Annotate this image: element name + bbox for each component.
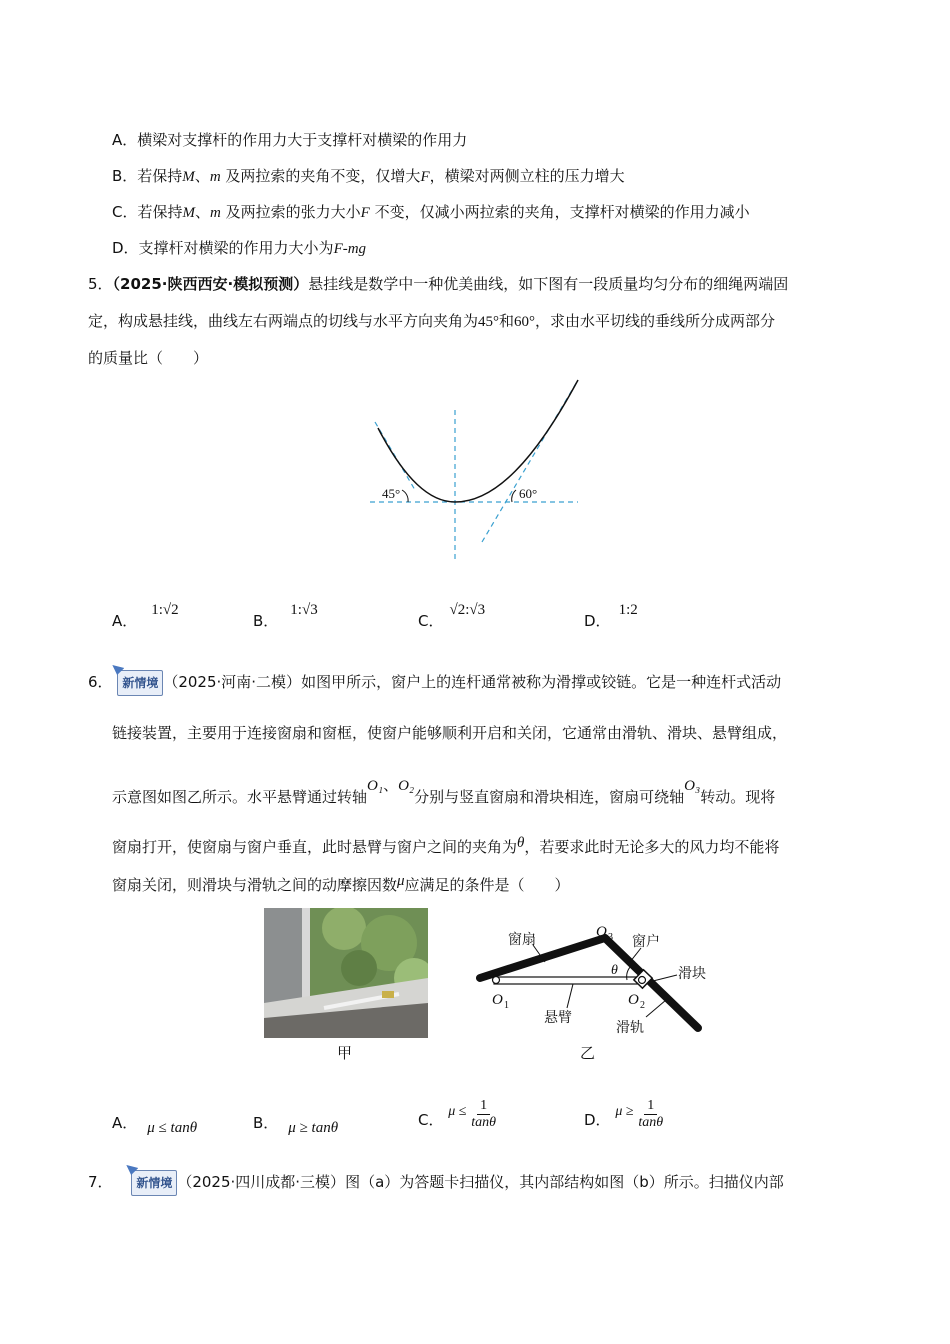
new-context-badge	[117, 670, 163, 696]
q4-option-a	[112, 129, 467, 151]
q6-option-c-mu: μ ≤	[448, 1104, 467, 1119]
q5-option-d	[584, 598, 638, 630]
sash-label: 窗扇	[508, 932, 536, 948]
q6-text-5a: 窗扇关闭，则滑块与滑轨之间的动摩擦因数	[112, 876, 398, 894]
rail-label: 滑轨	[616, 1020, 644, 1036]
q5-angle-1: 45°	[478, 314, 500, 330]
catenary-figure	[360, 350, 590, 565]
q7-line-1	[88, 1170, 784, 1196]
window-linkage-diagram	[470, 920, 720, 1060]
arm-label: 悬臂	[544, 1010, 572, 1026]
q4-option-b-F: F	[420, 169, 430, 185]
window-photo	[264, 908, 428, 1038]
q6-line-2	[112, 722, 787, 744]
q6-option-c-label: C．	[418, 1111, 444, 1129]
q5-option-c-label: C．	[418, 612, 444, 630]
q6-o1: O₁	[367, 778, 384, 794]
q6-source: （2025·河南·二模）	[163, 673, 302, 691]
arm-bar	[494, 977, 642, 984]
left-angle-label: 45°	[382, 486, 401, 501]
q5-option-c-value: √2:√3	[449, 602, 486, 618]
q6-option-a-value: μ ≤ tanθ	[147, 1120, 198, 1136]
q5-option-b	[253, 598, 318, 630]
q6-option-a	[112, 1112, 198, 1136]
q5-angle-2: 60°	[514, 314, 536, 330]
q6-o3: O₃	[684, 778, 701, 794]
slider-label: 滑块	[678, 966, 706, 982]
q6-option-d-label: D．	[584, 1111, 611, 1129]
q4-option-c-mid: 及两拉索的张力大小	[220, 203, 361, 221]
q7-new-context-badge-label: 新情境	[136, 1176, 173, 1190]
q4-option-c-m: m	[210, 205, 221, 221]
q6-text-5b: 应满足的条件是（ ）	[404, 876, 570, 894]
q6-text-1: 如图甲所示，窗户上的连杆通常被称为滑撑或铰链。它是一种连杆式活动	[301, 673, 782, 691]
window-leader	[630, 948, 641, 962]
q4-option-c	[112, 201, 750, 224]
q5-text-1: 悬挂线是数学中一种优美曲线，如下图有一段质量均匀分布的细绳两端固	[308, 275, 789, 293]
q4-option-a-text: A．横梁对支撑杆的作用力大于支撑杆对横梁的作用力	[112, 131, 468, 149]
catenary-curve	[378, 380, 578, 502]
pivot-o1	[493, 977, 500, 984]
q5-text-3: 的质量比（ ）	[88, 349, 209, 367]
q6-option-b-value: μ ≥ tanθ	[288, 1120, 339, 1136]
o2-subscript: 2	[640, 1000, 645, 1011]
right-angle-label: 60°	[519, 486, 538, 501]
q5-option-a-value: 1:√2	[151, 602, 179, 618]
q6-text-2: 链接装置，主要用于连接窗扇和窗框，使窗户能够顺利开启和关闭，它通常由滑轨、滑块、悬臂组成，	[112, 724, 788, 742]
q6-option-c-numerator: 1	[477, 1098, 490, 1115]
q4-option-b-sep: 、	[194, 167, 210, 185]
q6-mu: μ	[397, 873, 405, 889]
q7-text-1: 图（a）为答题卡扫描仪，其内部结构如图（b）所示。扫描仪内部	[345, 1173, 784, 1191]
q6-theta: θ	[517, 835, 525, 851]
o3-label: O	[596, 924, 607, 940]
q6-option-d-numerator: 1	[644, 1098, 657, 1115]
pivot-o2	[639, 977, 646, 984]
q5-text-2a: 定，构成悬挂线，曲线左右两端点的切线与水平方向夹角为	[88, 312, 479, 330]
left-angle-arc	[402, 490, 408, 502]
q6-option-c-fraction	[471, 1098, 496, 1131]
q5-line-2	[88, 310, 775, 333]
q4-option-c-prefix: C．若保持	[112, 203, 183, 221]
o3-subscript: 3	[608, 932, 613, 943]
q5-text-2b: 和	[499, 312, 515, 330]
q6-text-4a: 窗扇打开，使窗扇与窗户垂直，此时悬臂与窗户之间的夹角为	[112, 838, 518, 856]
q6-option-c-denominator: tanθ	[471, 1115, 497, 1130]
q4-option-b-m: m	[209, 169, 221, 185]
q4-option-b-M: M	[182, 169, 195, 185]
q6-text-3a: 示意图如图乙所示。水平悬臂通过转轴	[112, 788, 368, 806]
q6-option-b-label: B．	[253, 1114, 279, 1132]
q7-flag-icon	[126, 1165, 138, 1175]
q6-text-4b: ，若要求此时无论多大的风力均不能将	[524, 838, 780, 856]
slider-leader	[653, 975, 677, 981]
q6-option-b	[253, 1112, 339, 1136]
q6-text-3c: 转动。现将	[700, 788, 776, 806]
o2-label: O	[628, 992, 639, 1008]
q4-option-b	[112, 165, 625, 188]
q5-option-a-label: A．	[112, 612, 138, 630]
window-photo-image	[264, 908, 428, 1038]
diagram-caption: 乙	[580, 1044, 596, 1062]
q6-number: 6．	[88, 673, 113, 691]
q6-text-3b: 分别与竖直窗扇和滑块相连，窗扇可绕轴	[414, 788, 685, 806]
q5-option-b-value: 1:√3	[290, 602, 318, 618]
q7-number: 7．	[88, 1173, 113, 1191]
q5-option-b-label: B．	[253, 612, 279, 630]
q4-option-d-expr: F-mg	[333, 241, 367, 257]
q5-text-2c: ，求由水平切线的垂线所分成两部分	[535, 312, 776, 330]
q5-number: 5．	[88, 275, 113, 293]
q4-option-b-suffix: ，横梁对两侧立柱的压力增大	[429, 167, 625, 185]
q5-option-d-value: 1:2	[618, 602, 638, 618]
rail-leader	[646, 1000, 666, 1017]
q6-option-a-label: A．	[112, 1114, 138, 1132]
q4-option-d-prefix: D．支撑杆对横梁的作用力大小为	[112, 239, 334, 257]
q4-option-c-suffix: 不变，仅减小两拉索的夹角，支撑杆对横梁的作用力减小	[369, 203, 750, 221]
q5-line-3	[88, 347, 208, 369]
q4-option-c-sep: 、	[194, 203, 210, 221]
theta-label: θ	[611, 963, 618, 978]
q4-option-d	[112, 237, 366, 260]
q6-option-d-mu: μ ≥	[615, 1104, 634, 1119]
photo-caption: 甲	[337, 1044, 353, 1062]
q5-option-d-label: D．	[584, 612, 611, 630]
arm-leader	[567, 984, 573, 1008]
q6-option-d	[584, 1098, 663, 1131]
q6-line-1	[88, 670, 781, 696]
q6-line-5	[112, 874, 570, 897]
q5-option-a	[112, 598, 179, 630]
q6-o2: O₂	[398, 778, 415, 794]
o1-label: O	[492, 992, 503, 1008]
q6-option-c	[418, 1098, 496, 1131]
q6-option-d-denominator: tanθ	[638, 1115, 664, 1130]
q6-option-d-fraction	[638, 1098, 663, 1131]
window-label: 窗户	[632, 934, 660, 950]
o1-subscript: 1	[504, 1000, 509, 1011]
q5-option-c	[418, 598, 486, 630]
q4-option-b-mid: 及两拉索的夹角不变，仅增大	[220, 167, 421, 185]
q6-line-4	[112, 836, 779, 859]
q5-source: （2025·陕西西安·模拟预测）	[112, 275, 309, 293]
q6-line-3	[112, 776, 776, 809]
q7-source: （2025·四川成都·三模）	[177, 1173, 346, 1191]
q6-sep: 、	[383, 776, 399, 794]
q5-line-1	[88, 273, 788, 295]
q4-option-b-prefix: B．若保持	[112, 167, 183, 185]
q4-option-c-F: F	[360, 205, 370, 221]
new-context-badge-label: 新情境	[122, 676, 159, 690]
q7-new-context-badge	[131, 1170, 177, 1196]
flag-icon	[112, 665, 124, 675]
q4-option-c-M: M	[182, 205, 195, 221]
